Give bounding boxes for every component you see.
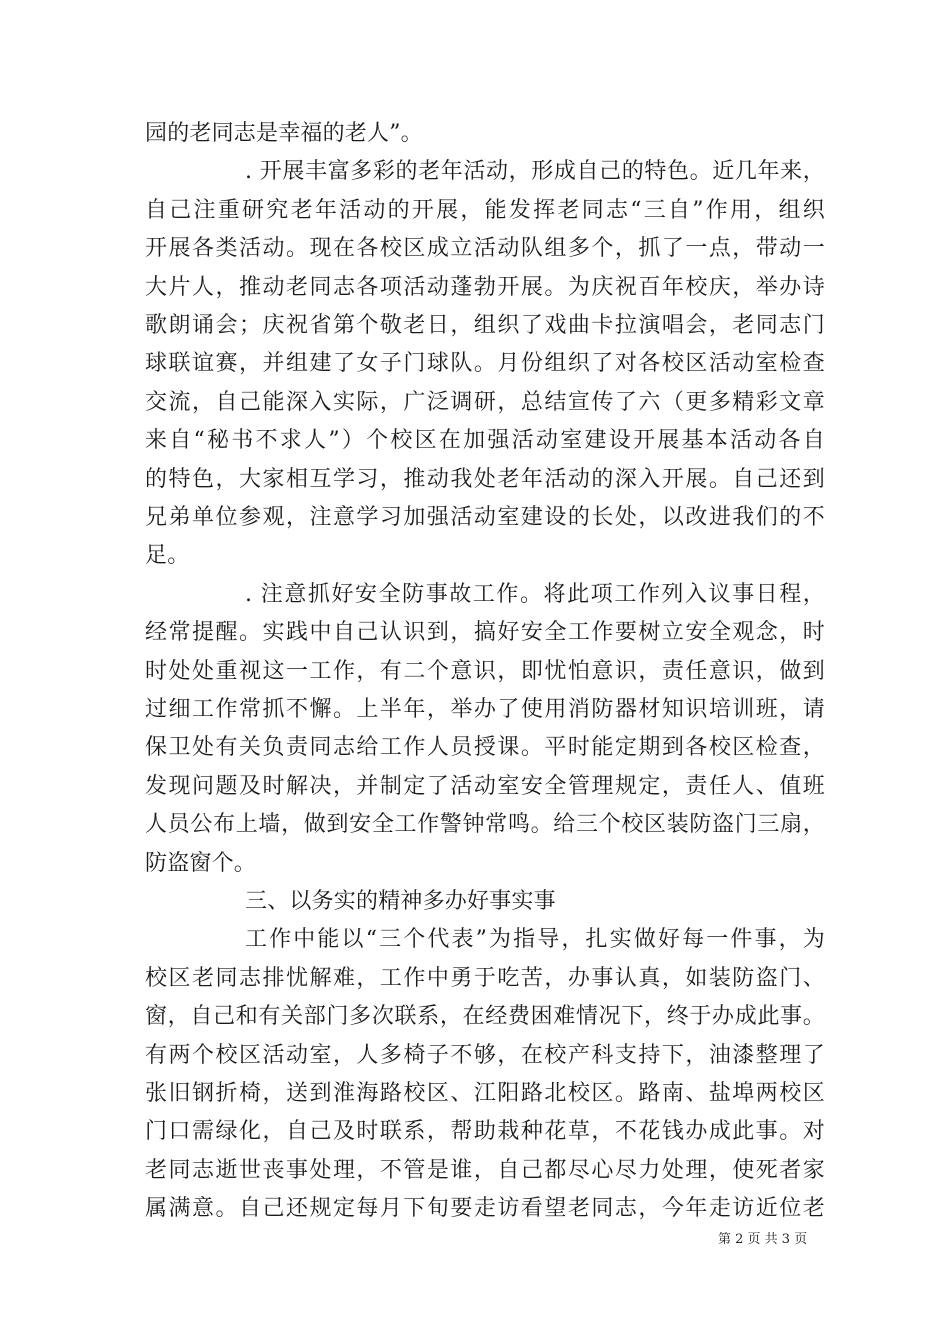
- text-line: 窗，自己和有关部门多次联系，在经费困难情况下，终于办成此事。: [145, 1004, 825, 1029]
- text-line: 过细工作常抓不懈。上半年，举办了使用消防器材知识培训班，请: [145, 697, 825, 722]
- text-line: 来自“秘书不求人”）个校区在加强活动室建设开展基本活动各自: [145, 428, 825, 453]
- text-line: 有两个校区活动室，人多椅子不够，在校产科支持下，油漆整理了: [145, 1043, 825, 1068]
- text-line: 发现问题及时解决，并制定了活动室安全管理规定，责任人、值班: [145, 774, 825, 799]
- text-line: 足。: [145, 543, 190, 568]
- text-line: 大片人，推动老同志各项活动蓬勃开展。为庆祝百年校庆，举办诗: [145, 275, 825, 300]
- text-line: 兄弟单位参观，注意学习加强活动室建设的长处，以改进我们的不: [145, 505, 825, 530]
- text-line: 交流，自己能深入实际，广泛调研，总结宣传了六（更多精彩文章: [145, 390, 825, 415]
- text-line: 歌朗诵会；庆祝省第个敬老日，组织了戏曲卡拉演唱会，老同志门: [145, 313, 825, 338]
- text-line: 自己注重研究老年活动的开展，能发挥老同志“三自”作用，组织: [145, 198, 825, 223]
- text-line: 人员公布上墙，做到安全工作警钟常鸣。给三个校区装防盗门三扇，: [145, 812, 825, 837]
- text-line: 防盗窗个。: [145, 851, 257, 876]
- text-line: 属满意。自己还规定每月下旬要走访看望老同志，今年走访近位老: [145, 1196, 825, 1221]
- paragraph-heading-line: . 开展丰富多彩的老年活动，形成自己的特色。近几年来，: [245, 159, 825, 184]
- text-line: 园的老同志是幸福的老人”。: [145, 121, 423, 146]
- text-line: 老同志逝世丧事处理，不管是谁，自己都尽心尽力处理，使死者家: [145, 1158, 825, 1183]
- text-line: 校区老同志排忧解难，工作中勇于吃苦，办事认真，如装防盗门、: [145, 966, 825, 991]
- paragraph-heading-line: . 注意抓好安全防事故工作。将此项工作列入议事日程，: [245, 582, 825, 607]
- text-line: 经常提醒。实践中自己认识到，搞好安全工作要树立安全观念，时: [145, 620, 825, 645]
- text-line: 的特色，大家相互学习，推动我处老年活动的深入开展。自己还到: [145, 467, 825, 492]
- text-line: 门口需绿化，自己及时联系，帮助栽种花草，不花钱办成此事。对: [145, 1119, 825, 1144]
- section-heading: 三、以务实的精神多办好事实事: [245, 889, 556, 914]
- text-line: 工作中能以“三个代表”为指导，扎实做好每一件事，为: [245, 927, 825, 952]
- text-line: 张旧钢折椅，送到淮海路校区、江阳路北校区。路南、盐埠两校区: [145, 1081, 825, 1106]
- text-line: 球联谊赛，并组建了女子门球队。月份组织了对各校区活动室检查: [145, 351, 825, 376]
- text-line: 保卫处有关负责同志给工作人员授课。平时能定期到各校区检查，: [145, 735, 825, 760]
- text-line: 时处处重视这一工作，有二个意识，即忧怕意识，责任意识，做到: [145, 659, 825, 684]
- text-line: 开展各类活动。现在各校区成立活动队组多个，抓了一点，带动一: [145, 236, 825, 261]
- page-number-footer: 第 2 页 共 3 页: [718, 1232, 808, 1247]
